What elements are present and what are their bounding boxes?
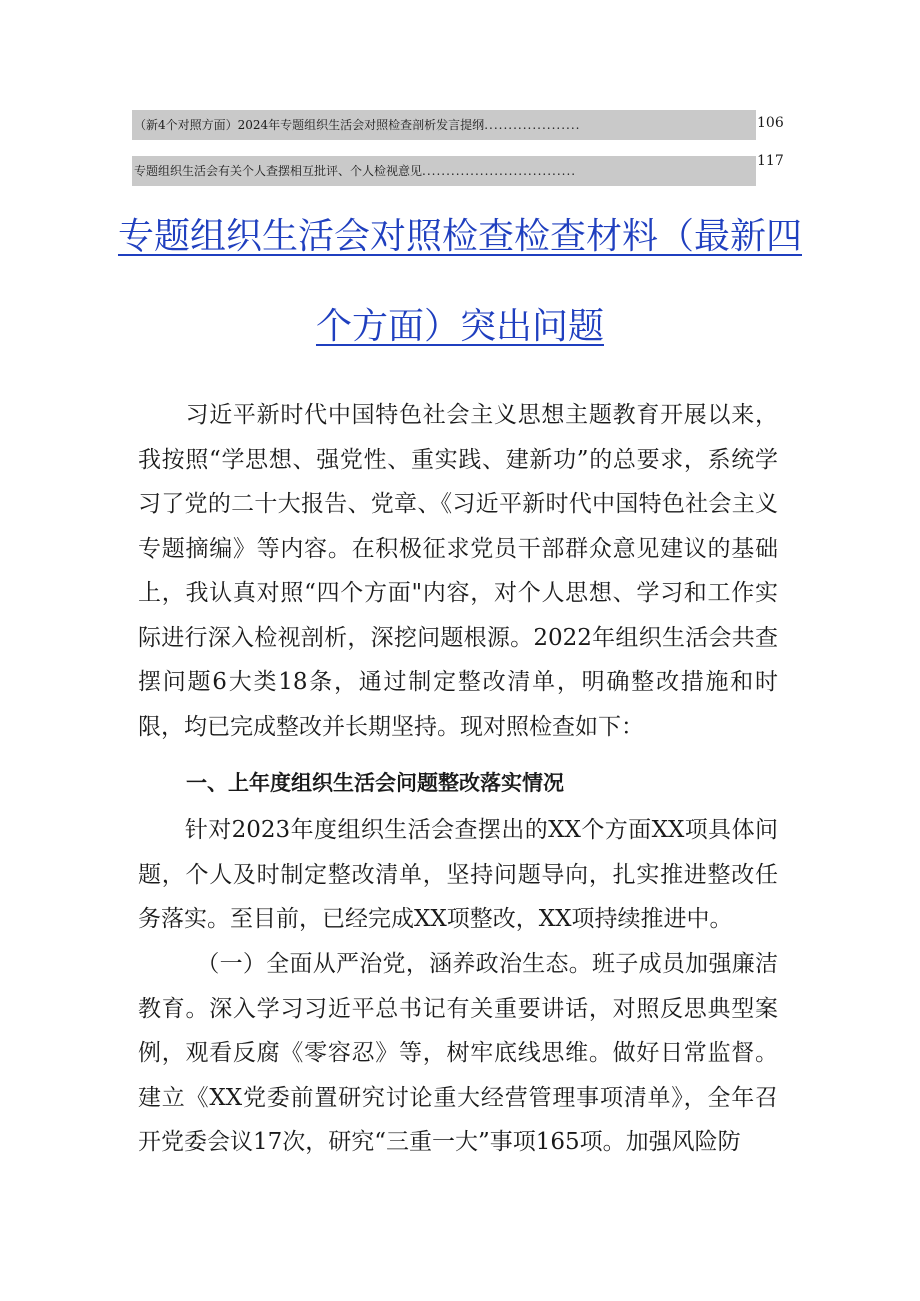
subsection-1-paragraph: （一）全面从严治党，涵养政治生态。班子成员加强廉洁教育。深入学习习近平总书记有关重要讲话，对照反思典型案例，观看反腐《零容忍》等，树牢底线思维。做好日常监督。建立《XX党委前置研究讨论重大经营管理事项清单》，全年召开党委会议17次，研究“三重一大”事项165项。加强风险防 — [138, 951, 778, 1155]
document-title — [60, 215, 860, 259]
title-line-1: 专题组织生活会对照检查检查材料（最新四 — [117, 216, 802, 257]
intro-paragraph: 习近平新时代中国特色社会主义思想主题教育开展以来，我按照“学思想、强党性、重实践、建新功”的总要求，系统学习了党的二十大报告、党章、《习近平新时代中国特色社会主义专题摘编》等内容。在积极征求党员干部群众意见建议的基础上，我认真对照“四个方面"内容，对个人思想、学习和工作实际进行深入检视剖析，深挖问题根源。2022年组织生活会共查摆问题6大类18条，通过制定整改清单，明确整改措施和时限，均已完成整改并长期坚持。现对照检查如下： — [138, 402, 778, 740]
toc-entry-text: 专题组织生活会有关个人查摆相互批评、个人检视意见 — [134, 164, 423, 178]
toc-leader-dots: ................................ — [422, 164, 577, 178]
toc-leader-dots: .................... — [484, 118, 581, 132]
document-title-line-2 — [60, 305, 860, 349]
title-line-2: 个方面）突出问题 — [315, 306, 604, 347]
toc-page-number: 106 — [757, 115, 784, 131]
section-1-paragraph: 针对2023年度组织生活会查摆出的XX个方面XX项具体问题，个人及时制定整改清单，坚持问题导向，扎实推进整改任务落实。至目前，已经完成XX项整改，XX项持续推进中。 — [138, 817, 778, 932]
toc-page-number: 117 — [757, 153, 784, 169]
section-heading-1: 一、上年度组织生活会问题整改落实情况 — [186, 771, 564, 795]
toc-row-2[interactable] — [132, 156, 756, 186]
toc-row-1[interactable] — [132, 110, 756, 140]
toc-entry-text: （新4个对照方面）2024年专题组织生活会对照检查剖析发言提纲 — [134, 118, 485, 132]
